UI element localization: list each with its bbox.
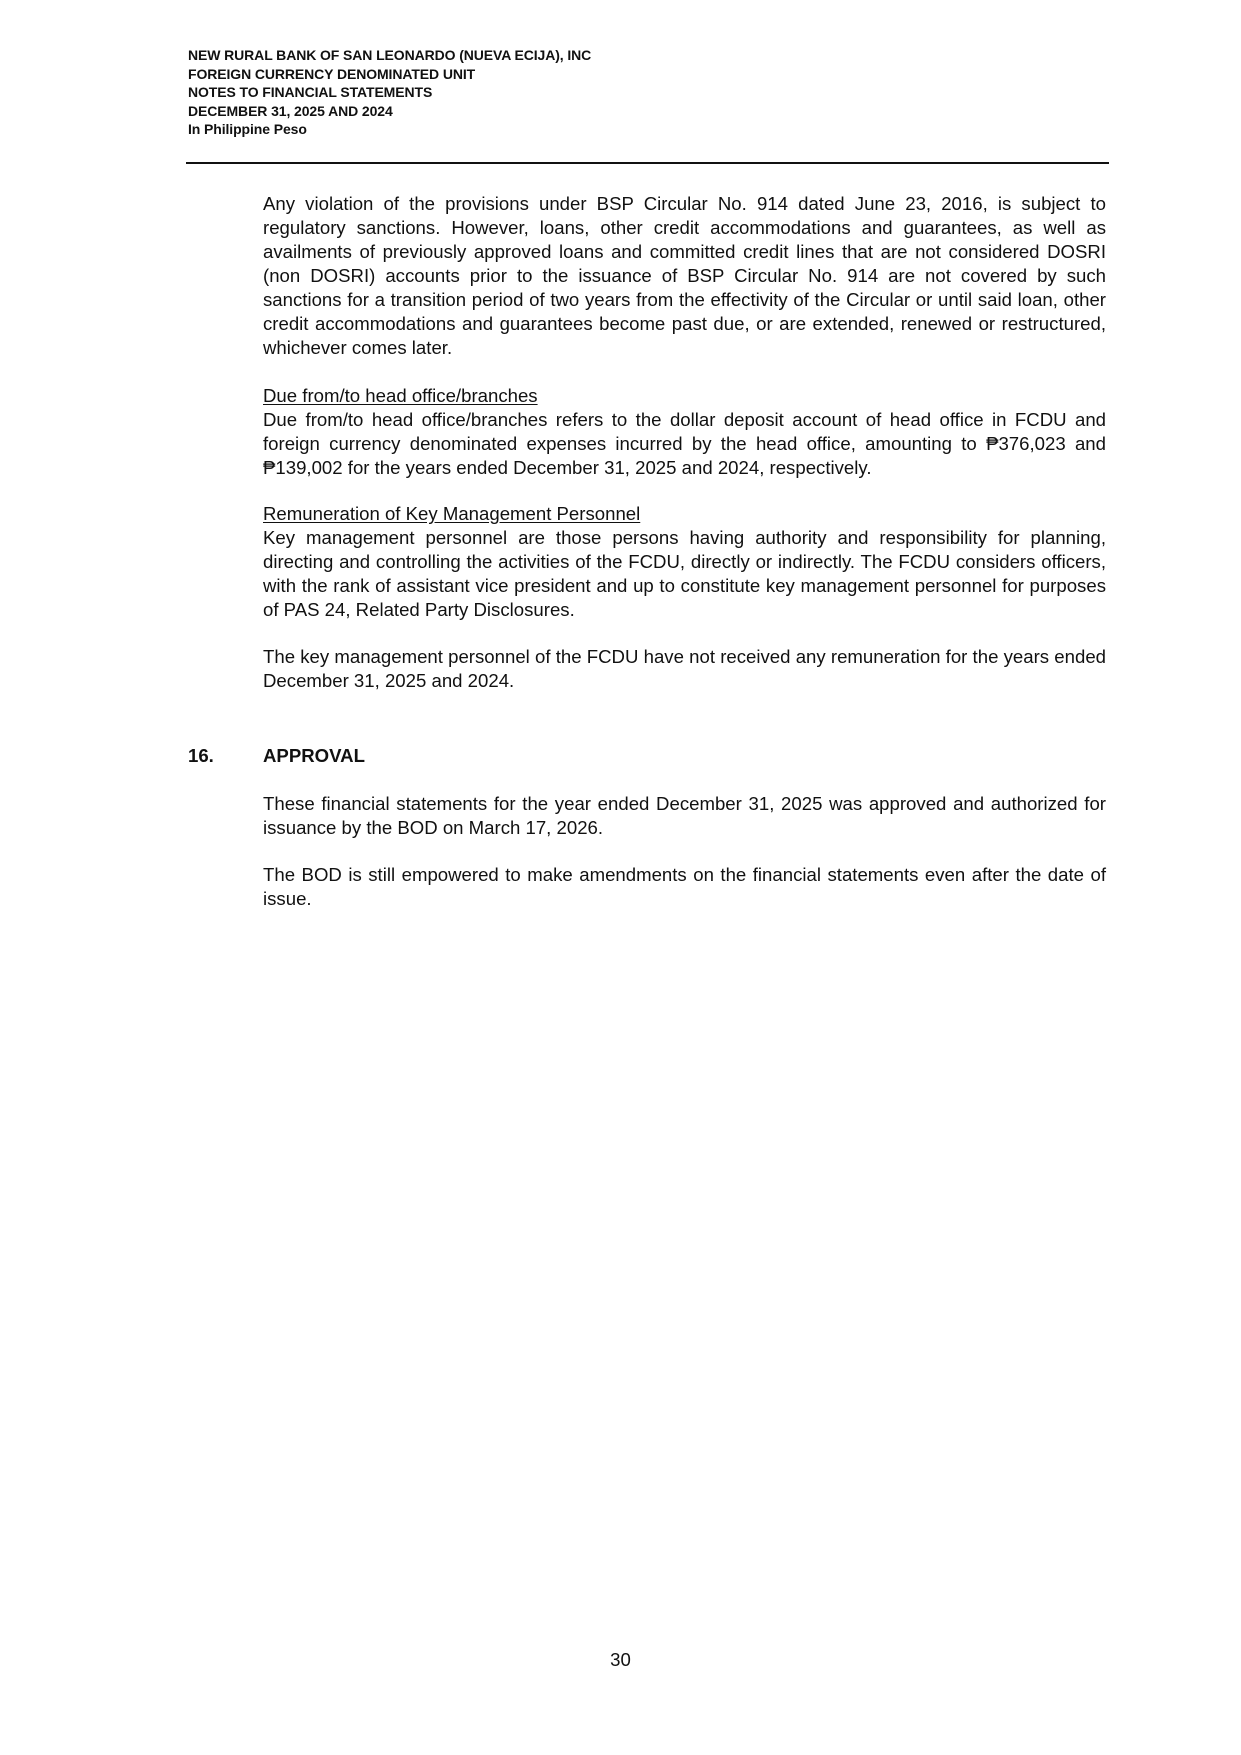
due-from-paragraph: Due from/to head office/branches refers to the dollar deposit account of head office in FCDU and foreign currency denominated expenses incurred by the head office, amounting to ₱376,023 and ₱139,002 for the years ended December 31, 2025 and 2024, respectively. [263,409,1106,478]
approval-amendments [263,863,1106,911]
approval-section [263,792,1106,840]
remuneration-note [263,645,1106,693]
header-document-title: NOTES TO FINANCIAL STATEMENTS [188,84,433,100]
dosri-sanctions-section [263,192,1106,360]
remuneration-heading: Remuneration of Key Management Personnel [263,503,641,524]
document-header [188,46,1108,139]
due-from-head-office-section [263,384,1106,480]
due-from-heading: Due from/to head office/branches [263,385,538,406]
header-unit-name: FOREIGN CURRENCY DENOMINATED UNIT [188,65,476,82]
header-currency: In Philippine Peso [188,121,307,137]
header-period: DECEMBER 31, 2025 AND 2024 [188,102,393,119]
remuneration-paragraph-2: The key management personnel of the FCDU have not received any remuneration for the years ended December 31, 2025 and 2024. [263,646,1106,691]
approval-paragraph-1: These financial statements for the year ended December 31, 2025 was approved and authorized for issuance by the BOD on March 17, 2026. [263,793,1106,838]
header-bank-name: NEW RURAL BANK OF SAN LEONARDO (NUEVA ECIJA), INC [188,47,592,63]
section-number: 16. [188,745,214,766]
remuneration-section [263,502,1106,622]
remuneration-paragraph-1: Key management personnel are those persons having authority and responsibility for planning, directing and controlling the activities of the FCDU, directly or indirectly. The FCDU considers officers, with the rank of assistant vice president and up to constitute key management personnel for purposes of PAS 24, Related Party Disclosures. [263,527,1106,620]
section-title-approval: APPROVAL [263,745,365,766]
dosri-sanctions-paragraph: Any violation of the provisions under BSP Circular No. 914 dated June 23, 2016, is subject to regulatory sanctions. However, loans, other credit accommodations and guarantees, as well as availments of previously approved loans and committed credit lines that are not considered DOSRI (non DOSRI) accounts prior to the issuance of BSP Circular No. 914 are not covered by such sanctions for a transition period of two years from the effectivity of the Circular or until said loan, other credit accommodations and guarantees become past due, or are extended, renewed or restructured, whichever comes later. [263,193,1106,358]
approval-paragraph-2: The BOD is still empowered to make amendments on the financial statements even after the date of issue. [263,864,1106,909]
header-divider [186,162,1109,164]
page-number: 30 [610,1649,631,1670]
